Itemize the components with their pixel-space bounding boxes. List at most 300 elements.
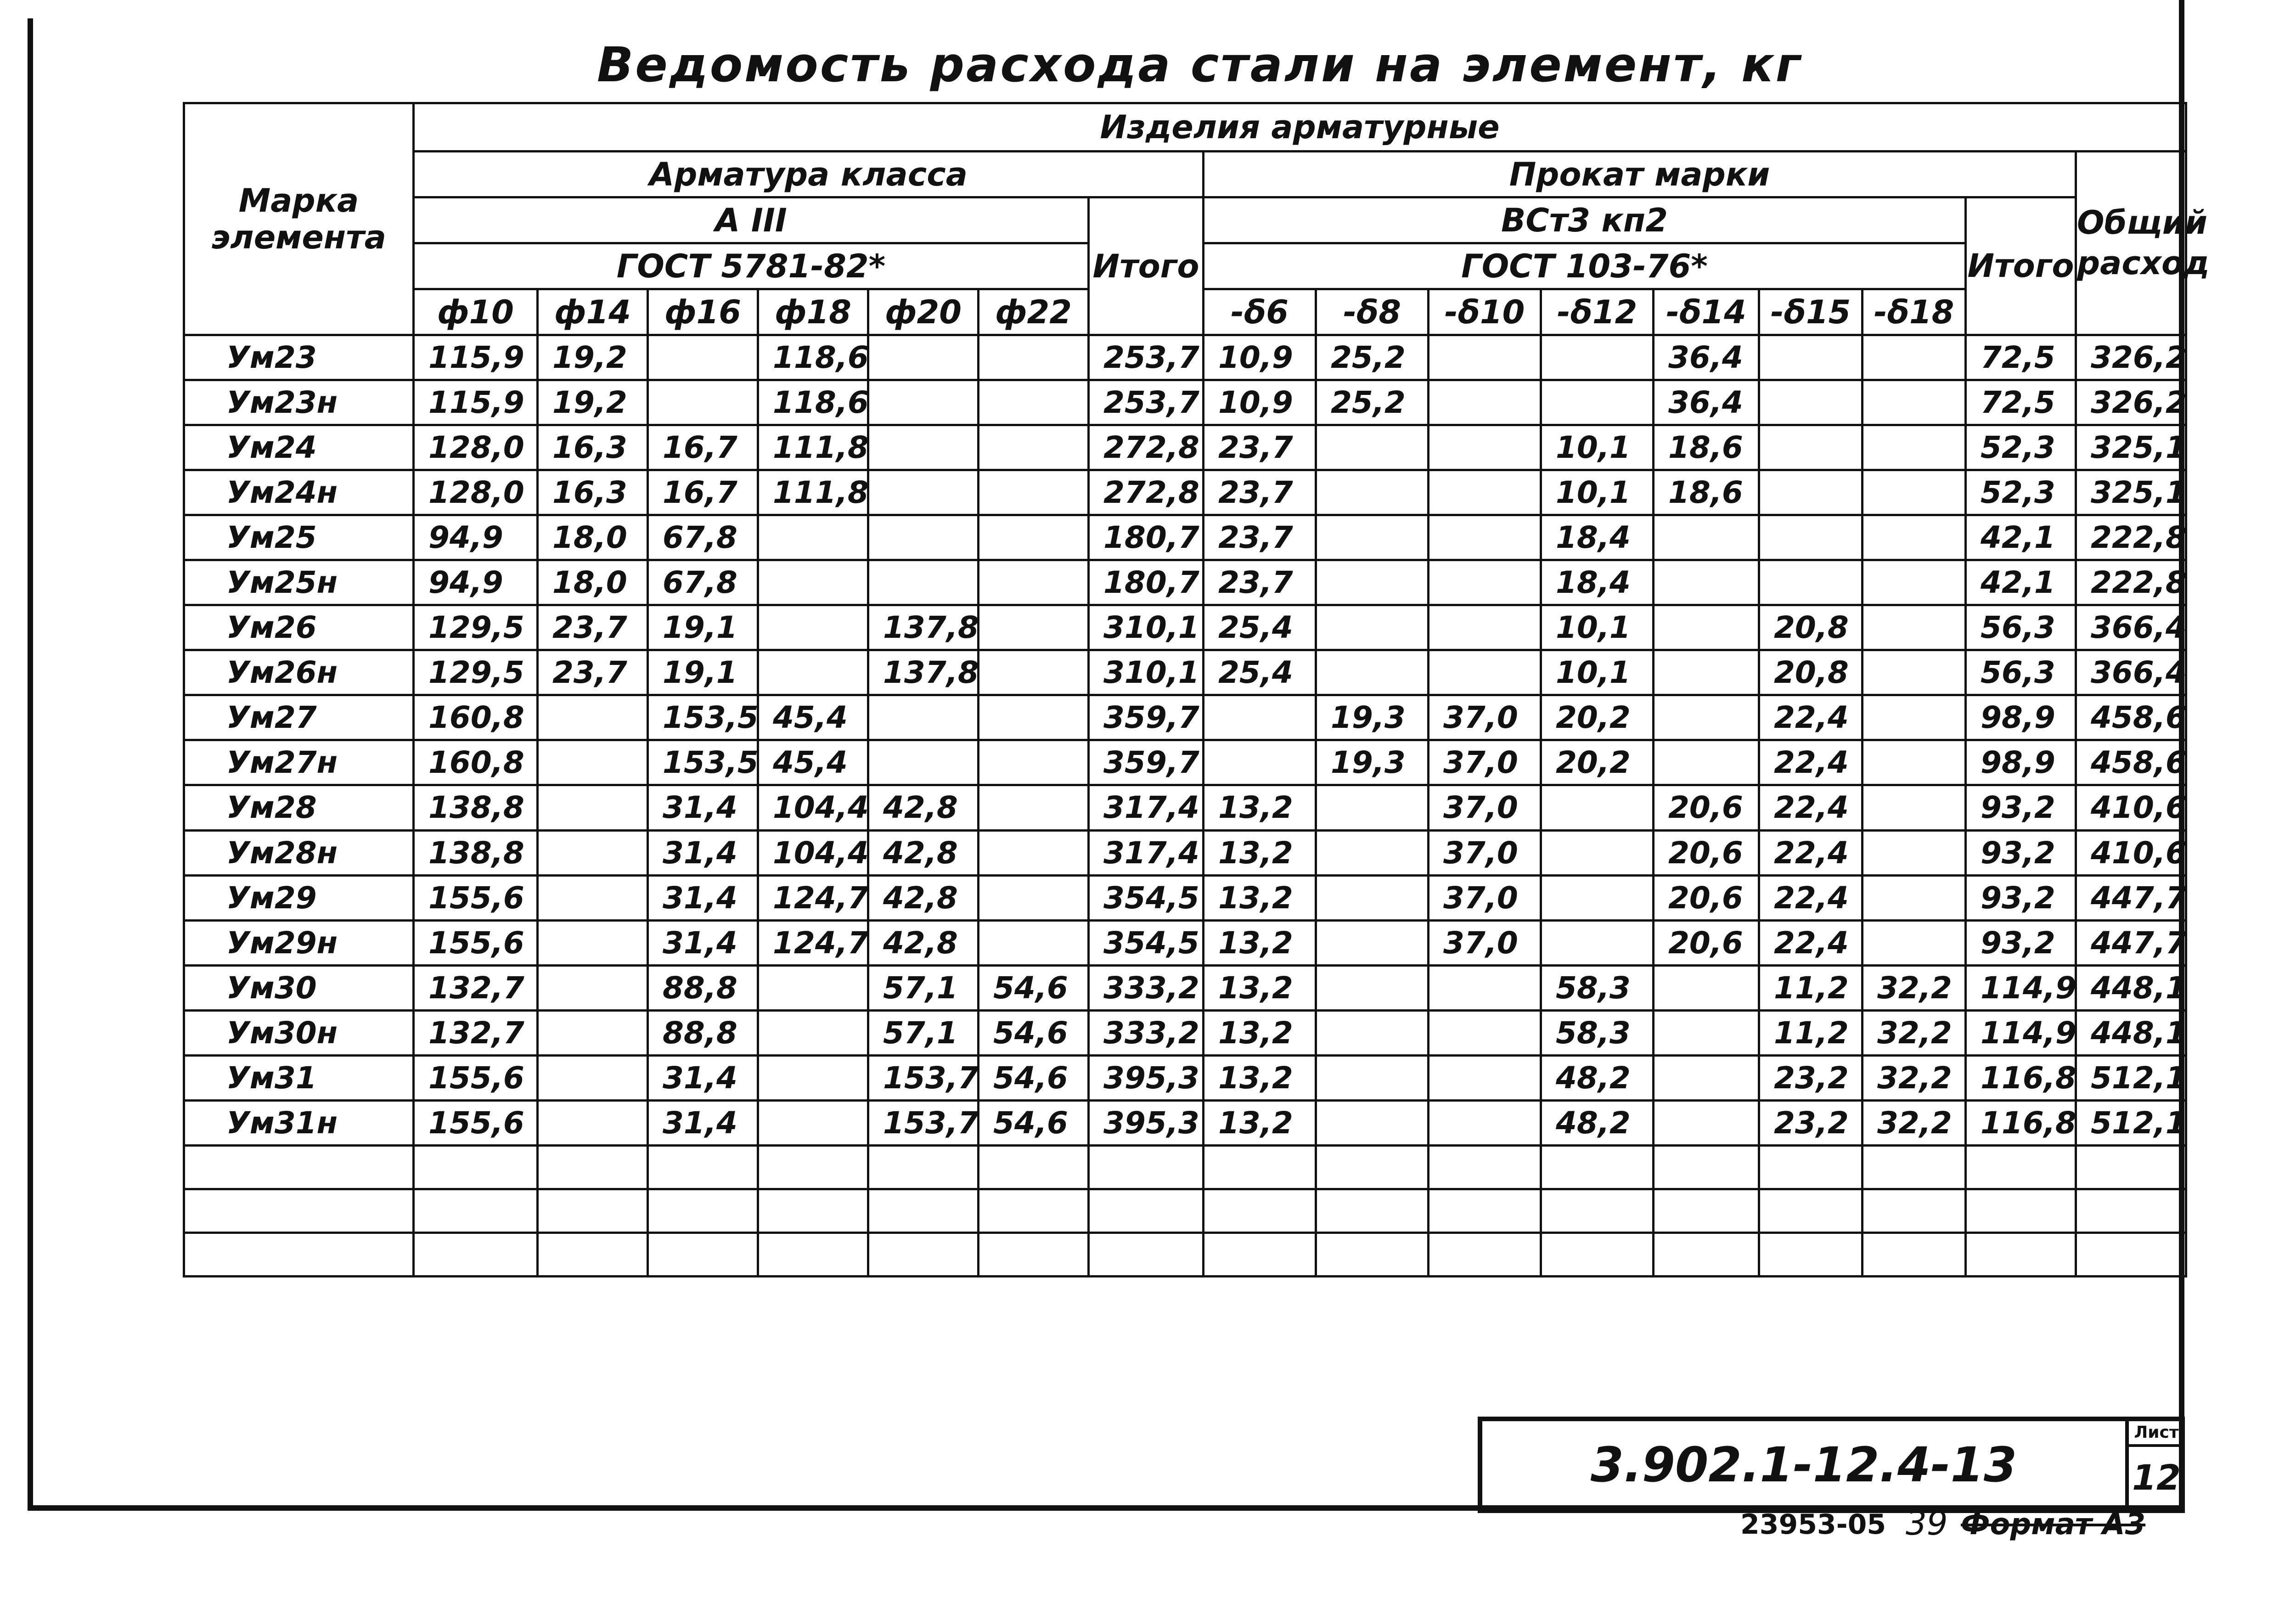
empty-cell — [1759, 1232, 1863, 1276]
sheet-number: 12 — [2132, 1457, 2181, 1498]
cell-value — [1429, 380, 1541, 425]
header-class-gost: ГОСТ 5781-82* — [414, 243, 1089, 289]
cell-value: 37,0 — [1429, 740, 1541, 785]
cell-value — [868, 560, 979, 605]
table-row — [184, 650, 2186, 695]
cell-value: 10,1 — [1541, 470, 1654, 515]
cell-value: 19,1 — [648, 605, 758, 650]
cell-value: 56,3 — [1966, 605, 2076, 650]
empty-row — [184, 1145, 2186, 1189]
cell-mark: Ум23 — [184, 335, 414, 380]
cell-value: 13,2 — [1204, 1100, 1316, 1145]
cell-value — [1863, 785, 1966, 830]
cell-value — [979, 605, 1089, 650]
cell-value: 18,0 — [538, 515, 648, 560]
header-rebar-size: ф16 — [648, 289, 758, 335]
table-row — [184, 875, 2186, 920]
header-plate-size: -δ15 — [1759, 289, 1863, 335]
cell-value: 72,5 — [1966, 335, 2076, 380]
cell-value: 93,2 — [1966, 875, 2076, 920]
cell-value — [758, 965, 868, 1010]
table-row — [184, 740, 2186, 785]
cell-value — [1429, 470, 1541, 515]
cell-mark: Ум28 — [184, 785, 414, 830]
cell-value: 37,0 — [1429, 920, 1541, 965]
cell-value — [758, 1010, 868, 1055]
cell-value: 160,8 — [414, 740, 538, 785]
cell-value — [538, 1010, 648, 1055]
cell-value: 458,6 — [2076, 740, 2186, 785]
cell-value — [979, 335, 1089, 380]
cell-value: 52,3 — [1966, 470, 2076, 515]
cell-value: 88,8 — [648, 965, 758, 1010]
cell-value: 54,6 — [979, 1010, 1089, 1055]
cell-value — [758, 1100, 868, 1145]
table-row — [184, 380, 2186, 425]
cell-value — [648, 335, 758, 380]
cell-value — [1863, 470, 1966, 515]
cell-value: 115,9 — [414, 380, 538, 425]
header-steel-gost: ГОСТ 103-76* — [1204, 243, 1966, 289]
cell-value — [1654, 695, 1759, 740]
cell-value: 138,8 — [414, 830, 538, 875]
cell-value — [1759, 470, 1863, 515]
cell-value — [1863, 830, 1966, 875]
empty-cell — [538, 1189, 648, 1232]
cell-value — [1759, 380, 1863, 425]
cell-value: 137,8 — [868, 650, 979, 695]
header-rebar-size: ф14 — [538, 289, 648, 335]
cell-value: 10,9 — [1204, 335, 1316, 380]
cell-value: 20,2 — [1541, 740, 1654, 785]
cell-value — [1316, 560, 1429, 605]
empty-cell — [414, 1232, 538, 1276]
cell-value: 37,0 — [1429, 830, 1541, 875]
cell-mark: Ум23н — [184, 380, 414, 425]
cell-value: 57,1 — [868, 1010, 979, 1055]
cell-value — [1429, 1010, 1541, 1055]
empty-cell — [868, 1145, 979, 1189]
cell-value — [1316, 425, 1429, 470]
table-row — [184, 470, 2186, 515]
cell-value: 155,6 — [414, 920, 538, 965]
cell-value: 118,6 — [758, 335, 868, 380]
cell-value: 19,1 — [648, 650, 758, 695]
cell-value — [979, 515, 1089, 560]
cell-value — [979, 560, 1089, 605]
cell-value: 10,1 — [1541, 425, 1654, 470]
empty-cell — [1089, 1145, 1204, 1189]
cell-value: 23,7 — [538, 650, 648, 695]
empty-cell — [1541, 1232, 1654, 1276]
cell-value: 333,2 — [1089, 1010, 1204, 1055]
cell-mark: Ум31н — [184, 1100, 414, 1145]
cell-value — [979, 740, 1089, 785]
cell-value: 54,6 — [979, 1055, 1089, 1100]
cell-value — [1863, 920, 1966, 965]
empty-cell — [1316, 1145, 1429, 1189]
cell-value: 98,9 — [1966, 695, 2076, 740]
cell-value — [648, 380, 758, 425]
cell-value: 37,0 — [1429, 695, 1541, 740]
header-rebar-size: ф22 — [979, 289, 1089, 335]
cell-value: 72,5 — [1966, 380, 2076, 425]
empty-cell — [1863, 1232, 1966, 1276]
table-row — [184, 830, 2186, 875]
cell-value — [1204, 695, 1316, 740]
cell-value: 18,4 — [1541, 515, 1654, 560]
cell-value — [1316, 515, 1429, 560]
paper-format: Формат А3 — [1961, 1508, 2146, 1542]
cell-value — [1429, 560, 1541, 605]
cell-value — [1863, 380, 1966, 425]
cell-value: 114,9 — [1966, 965, 2076, 1010]
cell-value — [1316, 965, 1429, 1010]
cell-value: 155,6 — [414, 1055, 538, 1100]
cell-value — [1863, 515, 1966, 560]
empty-cell — [758, 1189, 868, 1232]
empty-cell — [1863, 1189, 1966, 1232]
cell-value: 23,7 — [1204, 560, 1316, 605]
cell-value: 22,4 — [1759, 875, 1863, 920]
cell-value: 25,2 — [1316, 380, 1429, 425]
cell-value: 366,4 — [2076, 650, 2186, 695]
cell-value: 22,4 — [1759, 785, 1863, 830]
cell-value — [1654, 740, 1759, 785]
cell-value — [1759, 425, 1863, 470]
cell-value: 36,4 — [1654, 335, 1759, 380]
empty-cell — [2076, 1189, 2186, 1232]
empty-cell — [758, 1232, 868, 1276]
cell-value: 128,0 — [414, 470, 538, 515]
cell-value: 98,9 — [1966, 740, 2076, 785]
cell-value — [1316, 1100, 1429, 1145]
cell-value: 23,7 — [1204, 515, 1316, 560]
cell-value: 58,3 — [1541, 1010, 1654, 1055]
cell-value: 20,6 — [1654, 875, 1759, 920]
cell-value: 155,6 — [414, 875, 538, 920]
empty-cell — [868, 1189, 979, 1232]
cell-value: 54,6 — [979, 1100, 1089, 1145]
cell-value — [758, 560, 868, 605]
cell-value: 31,4 — [648, 920, 758, 965]
cell-value — [1541, 785, 1654, 830]
cell-mark: Ум31 — [184, 1055, 414, 1100]
cell-value — [979, 650, 1089, 695]
cell-value: 18,6 — [1654, 425, 1759, 470]
cell-value: 56,3 — [1966, 650, 2076, 695]
cell-mark: Ум30 — [184, 965, 414, 1010]
cell-value — [1863, 335, 1966, 380]
empty-cell — [1089, 1232, 1204, 1276]
empty-cell — [1429, 1145, 1541, 1189]
cell-value: 36,4 — [1654, 380, 1759, 425]
cell-value — [1541, 380, 1654, 425]
cell-mark: Ум29 — [184, 875, 414, 920]
table-row — [184, 1100, 2186, 1145]
empty-cell — [184, 1145, 414, 1189]
cell-value: 58,3 — [1541, 965, 1654, 1010]
cell-value: 42,8 — [868, 875, 979, 920]
cell-value: 153,7 — [868, 1055, 979, 1100]
header-rolled: Прокат марки — [1204, 152, 2076, 197]
cell-value: 448,1 — [2076, 965, 2186, 1010]
cell-value — [1316, 920, 1429, 965]
cell-value — [1654, 1010, 1759, 1055]
empty-cell — [1654, 1232, 1759, 1276]
empty-cell — [1204, 1189, 1316, 1232]
empty-cell — [1089, 1189, 1204, 1232]
cell-value: 37,0 — [1429, 785, 1541, 830]
cell-value: 18,6 — [1654, 470, 1759, 515]
empty-cell — [1654, 1189, 1759, 1232]
cell-value: 31,4 — [648, 785, 758, 830]
cell-value: 25,4 — [1204, 650, 1316, 695]
cell-value — [868, 380, 979, 425]
header-plate-size: -δ14 — [1654, 289, 1759, 335]
empty-cell — [538, 1232, 648, 1276]
cell-value: 180,7 — [1089, 560, 1204, 605]
table-row — [184, 965, 2186, 1010]
empty-row — [184, 1189, 2186, 1232]
cell-value: 94,9 — [414, 560, 538, 605]
cell-value — [1429, 605, 1541, 650]
header-plate-size: -δ12 — [1541, 289, 1654, 335]
cell-value: 410,6 — [2076, 785, 2186, 830]
cell-value: 153,7 — [868, 1100, 979, 1145]
cell-value — [1541, 920, 1654, 965]
cell-value — [538, 830, 648, 875]
cell-value — [1863, 695, 1966, 740]
cell-value — [1541, 830, 1654, 875]
cell-mark: Ум25н — [184, 560, 414, 605]
cell-value: 272,8 — [1089, 425, 1204, 470]
cell-value: 153,5 — [648, 695, 758, 740]
sheet-box — [2125, 1421, 2184, 1508]
cell-value — [1654, 965, 1759, 1010]
cell-value — [1429, 1100, 1541, 1145]
cell-value — [1429, 965, 1541, 1010]
cell-value — [1654, 515, 1759, 560]
table-row — [184, 1055, 2186, 1100]
cell-value — [758, 605, 868, 650]
cell-value — [1654, 1100, 1759, 1145]
cell-value: 32,2 — [1863, 1010, 1966, 1055]
cell-value — [758, 650, 868, 695]
cell-value: 31,4 — [648, 1100, 758, 1145]
cell-value: 512,1 — [2076, 1055, 2186, 1100]
cell-value — [1759, 335, 1863, 380]
empty-cell — [1759, 1189, 1863, 1232]
cell-value — [538, 875, 648, 920]
cell-value: 13,2 — [1204, 1010, 1316, 1055]
cell-mark: Ум26н — [184, 650, 414, 695]
empty-cell — [1654, 1145, 1759, 1189]
header-rebar-size: ф18 — [758, 289, 868, 335]
cell-value — [538, 740, 648, 785]
cell-value: 13,2 — [1204, 1055, 1316, 1100]
empty-cell — [1316, 1189, 1429, 1232]
cell-value: 132,7 — [414, 1010, 538, 1055]
cell-value: 94,9 — [414, 515, 538, 560]
cell-value — [868, 335, 979, 380]
cell-value — [979, 380, 1089, 425]
cell-value — [979, 425, 1089, 470]
cell-value: 20,6 — [1654, 830, 1759, 875]
header-plate-size: -δ10 — [1429, 289, 1541, 335]
table-row — [184, 785, 2186, 830]
cell-mark: Ум30н — [184, 1010, 414, 1055]
cell-value — [538, 695, 648, 740]
cell-value: 153,5 — [648, 740, 758, 785]
cell-value: 395,3 — [1089, 1100, 1204, 1145]
cell-value — [1316, 1055, 1429, 1100]
table-row — [184, 335, 2186, 380]
cell-value: 325,1 — [2076, 470, 2186, 515]
cell-value: 23,2 — [1759, 1055, 1863, 1100]
cell-value: 25,2 — [1316, 335, 1429, 380]
cell-value: 111,8 — [758, 425, 868, 470]
cell-value: 20,6 — [1654, 920, 1759, 965]
empty-cell — [979, 1189, 1089, 1232]
cell-value — [1759, 515, 1863, 560]
cell-value — [538, 785, 648, 830]
cell-value: 512,1 — [2076, 1100, 2186, 1145]
cell-value: 16,7 — [648, 425, 758, 470]
cell-value: 115,9 — [414, 335, 538, 380]
cell-value: 31,4 — [648, 830, 758, 875]
cell-value: 16,3 — [538, 425, 648, 470]
header-rebar-size: ф10 — [414, 289, 538, 335]
empty-cell — [1429, 1232, 1541, 1276]
cell-value: 22,4 — [1759, 830, 1863, 875]
cell-value: 458,6 — [2076, 695, 2186, 740]
cell-value: 253,7 — [1089, 380, 1204, 425]
empty-cell — [648, 1189, 758, 1232]
cell-value: 42,1 — [1966, 515, 2076, 560]
cell-value — [868, 470, 979, 515]
cell-mark: Ум24н — [184, 470, 414, 515]
cell-value: 124,7 — [758, 920, 868, 965]
cell-value — [1541, 335, 1654, 380]
cell-value: 114,9 — [1966, 1010, 2076, 1055]
cell-value: 45,4 — [758, 740, 868, 785]
empty-cell — [1541, 1189, 1654, 1232]
archive-mark: 39 — [1906, 1504, 1948, 1542]
cell-value — [1654, 605, 1759, 650]
cell-value: 354,5 — [1089, 920, 1204, 965]
cell-value: 333,2 — [1089, 965, 1204, 1010]
cell-value: 10,1 — [1541, 650, 1654, 695]
cell-value: 23,2 — [1759, 1100, 1863, 1145]
cell-value: 137,8 — [868, 605, 979, 650]
empty-cell — [414, 1145, 538, 1189]
cell-value: 25,4 — [1204, 605, 1316, 650]
cell-value — [1863, 605, 1966, 650]
cell-value: 18,0 — [538, 560, 648, 605]
empty-cell — [1429, 1189, 1541, 1232]
cell-value — [1204, 740, 1316, 785]
cell-value: 13,2 — [1204, 965, 1316, 1010]
empty-cell — [868, 1232, 979, 1276]
empty-cell — [2076, 1232, 2186, 1276]
cell-value: 272,8 — [1089, 470, 1204, 515]
empty-cell — [1541, 1145, 1654, 1189]
cell-value: 326,2 — [2076, 380, 2186, 425]
cell-value: 116,8 — [1966, 1100, 2076, 1145]
cell-value — [1429, 650, 1541, 695]
cell-value: 16,3 — [538, 470, 648, 515]
header-plate-size: -δ8 — [1316, 289, 1429, 335]
cell-value: 54,6 — [979, 965, 1089, 1010]
cell-mark: Ум25 — [184, 515, 414, 560]
cell-value: 48,2 — [1541, 1055, 1654, 1100]
cell-mark: Ум27н — [184, 740, 414, 785]
cell-value — [868, 740, 979, 785]
cell-value — [1541, 875, 1654, 920]
cell-value — [1654, 560, 1759, 605]
empty-cell — [648, 1145, 758, 1189]
cell-mark: Ум28н — [184, 830, 414, 875]
cell-value: 88,8 — [648, 1010, 758, 1055]
cell-value: 13,2 — [1204, 830, 1316, 875]
cell-value — [1759, 560, 1863, 605]
empty-cell — [1966, 1232, 2076, 1276]
empty-cell — [979, 1145, 1089, 1189]
cell-value — [979, 785, 1089, 830]
cell-mark: Ум24 — [184, 425, 414, 470]
cell-value: 20,8 — [1759, 650, 1863, 695]
cell-value: 13,2 — [1204, 920, 1316, 965]
table-row — [184, 605, 2186, 650]
cell-value: 180,7 — [1089, 515, 1204, 560]
cell-value: 20,2 — [1541, 695, 1654, 740]
cell-value: 11,2 — [1759, 1010, 1863, 1055]
cell-value — [1863, 560, 1966, 605]
cell-value: 93,2 — [1966, 920, 2076, 965]
cell-value — [1316, 650, 1429, 695]
empty-cell — [1966, 1189, 2076, 1232]
cell-value — [538, 920, 648, 965]
cell-value: 448,1 — [2076, 1010, 2186, 1055]
cell-value — [979, 470, 1089, 515]
empty-cell — [1204, 1232, 1316, 1276]
cell-mark: Ум26 — [184, 605, 414, 650]
empty-cell — [414, 1189, 538, 1232]
cell-value — [538, 1055, 648, 1100]
cell-value: 310,1 — [1089, 650, 1204, 695]
empty-cell — [979, 1232, 1089, 1276]
cell-value: 11,2 — [1759, 965, 1863, 1010]
header-plate-size: -δ18 — [1863, 289, 1966, 335]
empty-cell — [538, 1145, 648, 1189]
cell-mark: Ум27 — [184, 695, 414, 740]
empty-cell — [648, 1232, 758, 1276]
cell-value: 310,1 — [1089, 605, 1204, 650]
empty-cell — [184, 1189, 414, 1232]
cell-value: 447,7 — [2076, 875, 2186, 920]
cell-value — [1316, 830, 1429, 875]
cell-value: 359,7 — [1089, 695, 1204, 740]
cell-value — [1316, 785, 1429, 830]
empty-cell — [2076, 1145, 2186, 1189]
cell-value: 10,1 — [1541, 605, 1654, 650]
cell-value — [868, 425, 979, 470]
cell-value: 57,1 — [868, 965, 979, 1010]
cell-value: 20,8 — [1759, 605, 1863, 650]
cell-value: 19,3 — [1316, 740, 1429, 785]
cell-value — [1863, 425, 1966, 470]
